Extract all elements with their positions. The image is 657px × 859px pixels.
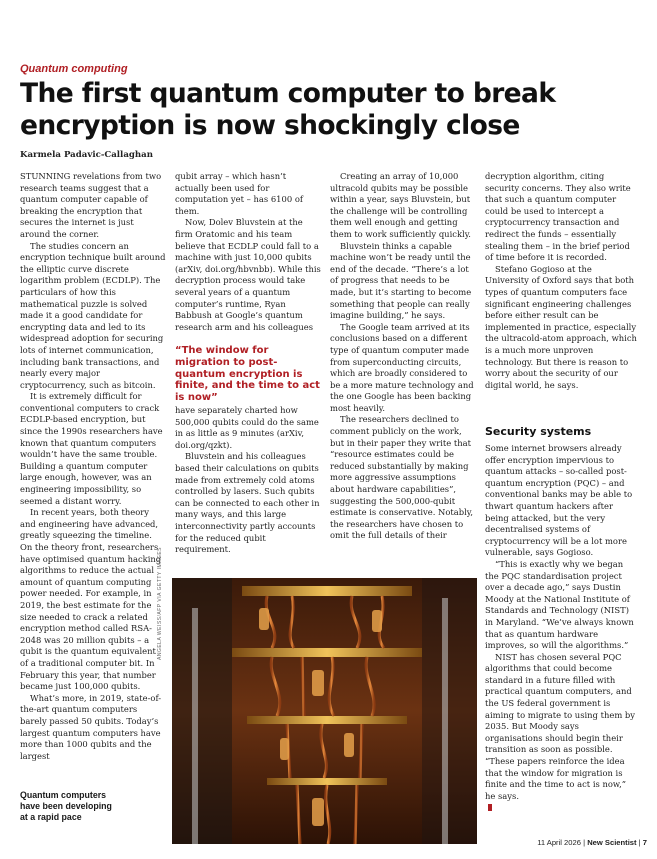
article-column-2-bottom: [175, 405, 321, 556]
article-column-2-top: [175, 171, 321, 333]
page-number: 7: [642, 838, 647, 847]
paragraph: “This is exactly why we began the PQC standardisation project over a decade ago,” says Dustin Moody at the National Institute of Standards and Technology (NIST) in Maryland. “We’ve always known that as quantum hardware improves, so will the algorithms.”: [485, 558, 634, 651]
footer-date: 11 April 2026: [537, 838, 581, 847]
paragraph: Now, Dolev Bluvstein at the firm Oratomic and his team believe that ECDLP could fall to a machine with just 10,000 qubits (arXiv, doi.org/hbvnbb). While this decryption process would take several years of a quantum computer’s runtime, Ryan Babbush at Google’s quantum research arm and his colleagues: [175, 217, 321, 332]
footer-publication: New Scientist: [587, 838, 637, 847]
paragraph: qubit array – which hasn’t actually been used for computation yet – has 6100 of them.: [175, 171, 303, 216]
footer-divider: |: [583, 838, 588, 847]
section-kicker: Quantum computing: [20, 63, 128, 75]
paragraph: Bluvstein thinks a capable machine won’t be ready until the end of the decade. “There’s a lot of progress that needs to be made, but it’s starting to become something that people can really imagine building,” he says.: [330, 240, 472, 321]
photo-caption: Quantum computers have been developing at a rapid pace: [20, 790, 112, 822]
paragraph: In recent years, both theory and engineering have advanced, greatly squeezing the timeline. On the theory front, researchers have optimised quantum hacking algorithms to reduce the actual amount of quantum computing power needed. For example, in 2019, the best estimate for the size needed to crack a related encryption method called RSA-2048 was 20 million qubits – a qubit is the quantum equivalent of a traditional computer bit. In February this year, that number became just 100,000 qubits.: [20, 507, 162, 692]
paragraph: Creating an array of 10,000 ultracold qubits may be possible within a year, says Bluvstein, but the challenge will be controlling them well enough and getting them to work sufficiently quickly.: [330, 171, 471, 239]
author-byline: Karmela Padavic-Callaghan: [20, 150, 153, 160]
paragraph: What’s more, in 2019, state-of-the-art quantum computers barely passed 50 qubits. Today’s largest quantum computers have more than 1000 qubits and the largest: [20, 692, 162, 761]
paragraph: The researchers declined to comment publicly on the work, but in their paper they write that “resource estimates could be reduced substantially by making more aggressive assumptions about hardware capabilities”, suggesting the 500,000-qubit estimate is conservative. Notably, the researchers have chosen to omit the full details of their: [330, 414, 474, 541]
paragraph: Stefano Gogioso at the University of Oxford says that both types of quantum computers face significant engineering challenges before either result can be implemented in practice, especially the ultracold-atom approach, which is a much more unproven technology. But there is reason to worry about the security of our digital world, he says.: [485, 263, 637, 390]
paragraph: The Google team arrived at its conclusions based on a different type of quantum computer made from superconducting circuits, which are broadly considered to be a more mature technology and the one Google has been backing most heavily.: [330, 321, 474, 413]
page-footer: [537, 838, 647, 847]
paragraph: decryption algorithm, citing security concerns. They also write that such a quantum computer could be used to intercept a cryptocurrency transaction and redirect the funds – essentially stealing them – in the brief period of time before it is recorded.: [485, 171, 631, 263]
paragraph: The studies concern an encryption technique built around the elliptic curve discrete logarithm problem (ECDLP). The particulars of how this mathematical puzzle is solved made it a good candidate for encrypting data and led to its widespread adoption for securing lots of internet communication, including bank transactions, and nearly every major cryptocurrency, such as bitcoin.: [20, 240, 166, 390]
article-column-3: [330, 171, 476, 542]
footer-divider: |: [636, 838, 643, 847]
section-subheading: Security systems: [485, 425, 592, 438]
paragraph: Bluvstein and his colleagues based their calculations on qubits made from extremely cold atoms controlled by lasers. Such qubits can be connected to each other in many ways, and this large interconnectivity partly accounts for the reduced qubit requirement.: [175, 451, 320, 555]
article-column-1: [20, 171, 166, 762]
end-mark: [488, 804, 492, 811]
article-column-4-bottom: [485, 443, 637, 814]
chandelier-illustration: [172, 578, 477, 844]
photo-credit: ANGELA WEISS/AFP VIA GETTY IMAGES: [157, 546, 163, 660]
paragraph: NIST has chosen several PQC algorithms that could become standard in a future filled with practical quantum computers, and the US federal government is aiming to migrate to using them by 2035. But Moody says organisations should begin their transition as soon as possible. “These papers reinforce the idea that the window for migration is finite and the time to act is now,” he says.: [485, 651, 636, 801]
paragraph: Some internet browsers already offer encryption impervious to quantum attacks – so-called post-quantum encryption (PQC) – and conventional banks may be able to thwart quantum hackers after being attacked, but the very decentralised systems of cryptocurrency will be a lot more vulnerable, says Gogioso.: [485, 443, 633, 558]
paragraph: It is extremely difficult for conventional computers to crack ECDLP-based encryption, but since the 1990s researchers have known that quantum computers wouldn’t have the same trouble. Building a quantum computer large enough, however, was an engineering impossibility, so seemed a distant worry.: [20, 391, 163, 506]
paragraph: have separately charted how 500,000 qubits could do the same in as little as 9 minutes (arXiv, doi.org/qzkt).: [175, 405, 319, 450]
quantum-computer-photo: [172, 578, 477, 844]
article-headline: The first quantum computer to break encryption is now shockingly close: [20, 78, 556, 141]
pull-quote: “The window for migration to post-quantum encryption is finite, and the time to act is now”: [175, 345, 320, 404]
article-column-4-top: [485, 171, 637, 391]
paragraph: STUNNING revelations from two research teams suggest that a quantum computer capable of breaking the encryption that secures the internet is just around the corner.: [20, 171, 162, 239]
